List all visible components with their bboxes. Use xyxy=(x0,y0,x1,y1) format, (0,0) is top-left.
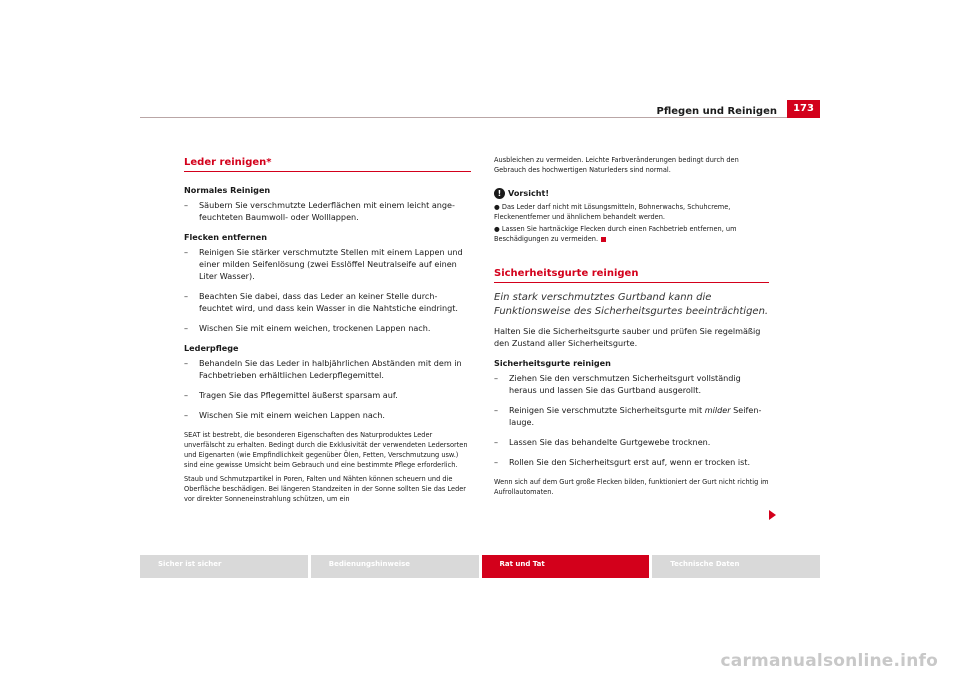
list-item: – Säubern Sie verschmutzte Lederflächen mit einem leicht ange-feuchteten Baumwoll- oder Wolllappen. xyxy=(184,200,455,222)
next-page-arrow-icon[interactable] xyxy=(769,510,776,520)
tab-rat-und-tat[interactable]: Rat und Tat xyxy=(482,555,650,578)
list-item: – Wischen Sie mit einem weichen Lappen nach. xyxy=(184,410,385,420)
chapter-nav xyxy=(140,555,820,578)
list-item: – Beachten Sie dabei, dass das Leder an keiner Stelle durch-feuchtet wird, und dass kein Wasser in die Nahtstiche eindringt. xyxy=(184,291,458,313)
list-item: – Lassen Sie das behandelte Gurtgewebe trocknen. xyxy=(494,437,711,447)
subhead-leather-care: Lederpflege xyxy=(184,343,239,353)
list-item: – Behandeln Sie das Leder in halbjährlichen Abständen mit dem in Fachbetrieben erhältlichen Lederpflegemittel. xyxy=(184,358,462,380)
header-rule xyxy=(140,117,820,118)
list-item: – Ziehen Sie den verschmutzen Sicherheitsgurt vollständig heraus und lassen Sie das Gurtband ausgerollt. xyxy=(494,373,741,395)
seatbelt-section-title: Sicherheitsgurte reinigen xyxy=(494,267,769,283)
warning-item: ● Das Leder darf nicht mit Lösungsmitteln, Bohnerwachs, Schuhcreme, Fleckenentferner und ähnlichem behandelt werden. xyxy=(494,203,731,221)
leather-section-title: Leder reinigen* xyxy=(184,156,471,172)
bullet-icon: ● xyxy=(494,203,500,211)
subhead-seatbelt-cleaning: Sicherheitsgurte reinigen xyxy=(494,358,611,368)
tab-bedienungshinweise[interactable]: Bedienungshinweise xyxy=(311,555,479,578)
watermark: carmanualsonline.info xyxy=(720,651,938,671)
list-item: – Rollen Sie den Sicherheitsgurt erst auf, wenn er trocken ist. xyxy=(494,457,751,467)
note-paragraph: Wenn sich auf dem Gurt große Flecken bilden, funktioniert der Gurt nicht richtig im Aufrollautomaten. xyxy=(494,478,769,496)
section-title: Pflegen und Reinigen xyxy=(656,106,777,117)
lead-text: Ein stark verschmutztes Gurtband kann die Funktionsweise des Sicherheitsgurtes beeinträchtigen. xyxy=(494,292,769,317)
list-item: – Tragen Sie das Pflegemittel äußerst sparsam auf. xyxy=(184,390,398,400)
list-item: – Reinigen Sie stärker verschmutzte Stellen mit einem Lappen und einer milden Seifenlösung (zwei Esslöffel Neutralseife auf einen Liter Wasser). xyxy=(184,247,463,281)
subhead-normal-cleaning: Normales Reinigen xyxy=(184,185,271,195)
list-item: – Reinigen Sie verschmutzte Sicherheitsgurte mit milder Seifen-lauge. xyxy=(494,405,762,427)
end-marker-icon xyxy=(601,237,606,242)
intro-paragraph: Halten Sie die Sicherheitsgurte sauber und prüfen Sie regelmäßig den Zustand aller Sicherheitsgurte. xyxy=(494,326,761,348)
tab-sicher-ist-sicher[interactable]: Sicher ist sicher xyxy=(140,555,308,578)
warning-item: ● Lassen Sie hartnäckige Flecken durch einen Fachbetrieb entfernen, um Beschädigungen zu vermeiden. xyxy=(494,225,737,243)
right-column xyxy=(494,155,769,497)
warning-title: Vorsicht! xyxy=(508,188,550,198)
list-item: – Wischen Sie mit einem weichen, trockenen Lappen nach. xyxy=(184,323,431,333)
left-column xyxy=(184,156,471,504)
warning-icon: ! xyxy=(494,188,505,199)
subhead-stains: Flecken entfernen xyxy=(184,232,267,242)
warning-heading xyxy=(494,187,769,199)
bullet-icon: ● xyxy=(494,225,500,233)
page-number: 173 xyxy=(787,100,820,118)
note-paragraph: Staub und Schmutzpartikel in Poren, Falten und Nähten können scheuern und die Oberfläche beschädigen. Bei längeren Standzeiten in der Sonne sollten Sie das Leder vor direkter Sonneneinstrahlung schützen, um ein xyxy=(184,475,467,503)
note-paragraph: SEAT ist bestrebt, die besonderen Eigenschaften des Naturproduktes Leder unverfälscht zu erhalten. Bedingt durch die Exklusivität der verwendeten Ledersorten und Eigenarten (wie Empfindlichkeit gegenüber Ölen, Fetten, Verschmutzung usw.) sind eine gewisse Umsicht beim Gebrauch und eine bestimmte Pflege erforderlich. xyxy=(184,431,468,469)
tab-technische-daten[interactable]: Technische Daten xyxy=(652,555,820,578)
note-continuation: Ausbleichen zu vermeiden. Leichte Farbveränderungen bedingt durch den Gebrauch des hochwertigen Naturleders sind normal. xyxy=(494,156,739,174)
